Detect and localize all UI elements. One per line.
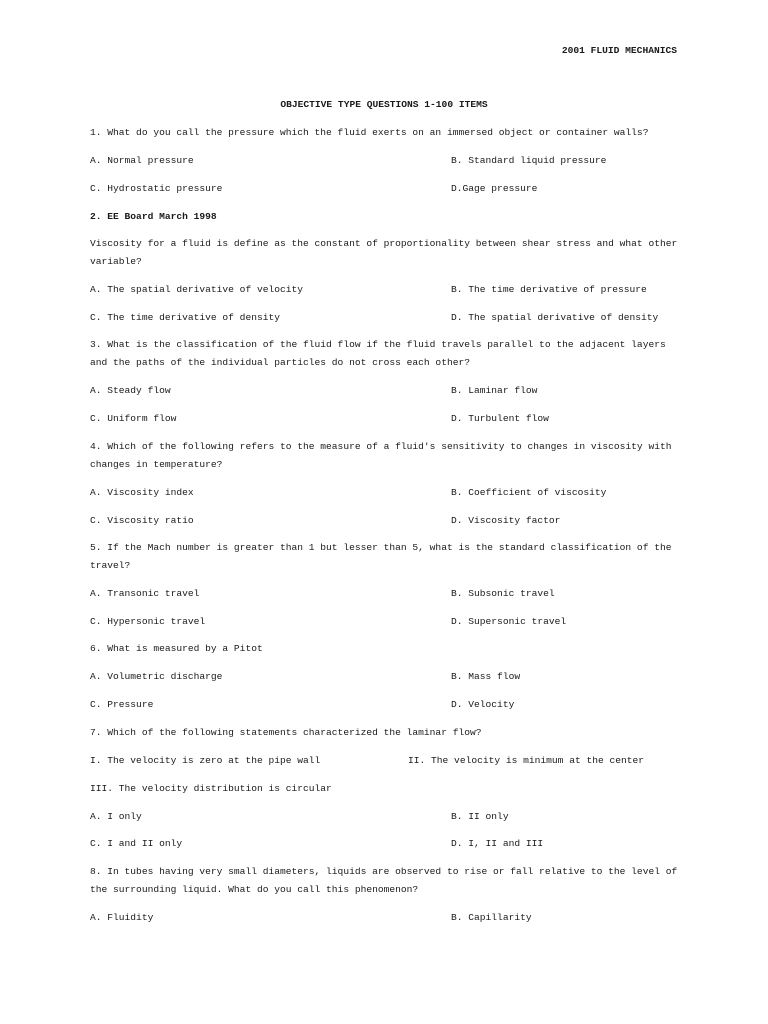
question-5-option-a: A. Transonic travel: [90, 588, 200, 599]
question-8-text: 8. In tubes having very small diameters, liquids are observed to rise or fall relative to the level of the surrounding liquid. What do you call this phenomenon?: [90, 866, 678, 895]
question-2-option-a: A. The spatial derivative of velocity: [90, 284, 304, 295]
question-2-option-c: C. The time derivative of density: [90, 312, 280, 323]
question-1-option-d: D.Gage pressure: [451, 183, 538, 194]
question-1-text: 1. What do you call the pressure which the fluid exerts on an immersed object or container walls?: [90, 127, 649, 138]
question-7-option-b: B. II only: [451, 811, 509, 822]
question-1-option-b: B. Standard liquid pressure: [451, 155, 607, 166]
question-8-option-b: B. Capillarity: [451, 912, 532, 923]
question-7-option-d: D. I, II and III: [451, 838, 544, 849]
question-4-option-a: A. Viscosity index: [90, 487, 194, 498]
question-2-source: 2. EE Board March 1998: [90, 211, 217, 222]
question-3-option-b: B. Laminar flow: [451, 385, 538, 396]
question-2-text: Viscosity for a fluid is define as the constant of proportionality between shear stress and what other variable?: [90, 238, 678, 267]
question-4-text: 4. Which of the following refers to the measure of a fluid's sensitivity to changes in viscosity with changes in temperature?: [90, 441, 672, 470]
question-6-text: 6. What is measured by a Pitot: [90, 643, 263, 654]
question-3-text: 3. What is the classification of the fluid flow if the fluid travels parallel to the adjacent layers and the paths of the individual particles do not cross each other?: [90, 339, 666, 368]
question-4-option-b: B. Coefficient of viscosity: [451, 487, 607, 498]
question-2-option-d: D. The spatial derivative of density: [451, 312, 659, 323]
question-3-option-c: C. Uniform flow: [90, 413, 177, 424]
question-1-option-c: C. Hydrostatic pressure: [90, 183, 223, 194]
question-6-option-b: B. Mass flow: [451, 671, 521, 682]
question-7-statement-1: I. The velocity is zero at the pipe wall: [90, 755, 321, 766]
question-5-option-c: C. Hypersonic travel: [90, 616, 206, 627]
question-6-option-c: C. Pressure: [90, 699, 154, 710]
section-heading: OBJECTIVE TYPE QUESTIONS 1-100 ITEMS: [280, 99, 488, 110]
question-2-option-b: B. The time derivative of pressure: [451, 284, 647, 295]
question-5-option-b: B. Subsonic travel: [451, 588, 555, 599]
document-header: 2001 FLUID MECHANICS: [561, 45, 677, 56]
question-5-option-d: D. Supersonic travel: [451, 616, 567, 627]
question-7-text: 7. Which of the following statements characterized the laminar flow?: [90, 727, 482, 738]
question-7-statement-2: II. The velocity is minimum at the center: [408, 755, 645, 766]
question-7-statement-3: III. The velocity distribution is circular: [90, 783, 332, 794]
question-4-option-c: C. Viscosity ratio: [90, 515, 194, 526]
question-8-option-a: A. Fluidity: [90, 912, 154, 923]
question-4-option-d: D. Viscosity factor: [451, 515, 561, 526]
question-7-option-c: C. I and II only: [90, 838, 183, 849]
question-3-option-a: A. Steady flow: [90, 385, 171, 396]
question-6-option-d: D. Velocity: [451, 699, 515, 710]
question-7-option-a: A. I only: [90, 811, 142, 822]
question-3-option-d: D. Turbulent flow: [451, 413, 549, 424]
question-5-text: 5. If the Mach number is greater than 1 but lesser than 5, what is the standard classification of the travel?: [90, 542, 672, 571]
question-6-option-a: A. Volumetric discharge: [90, 671, 223, 682]
question-1-option-a: A. Normal pressure: [90, 155, 194, 166]
